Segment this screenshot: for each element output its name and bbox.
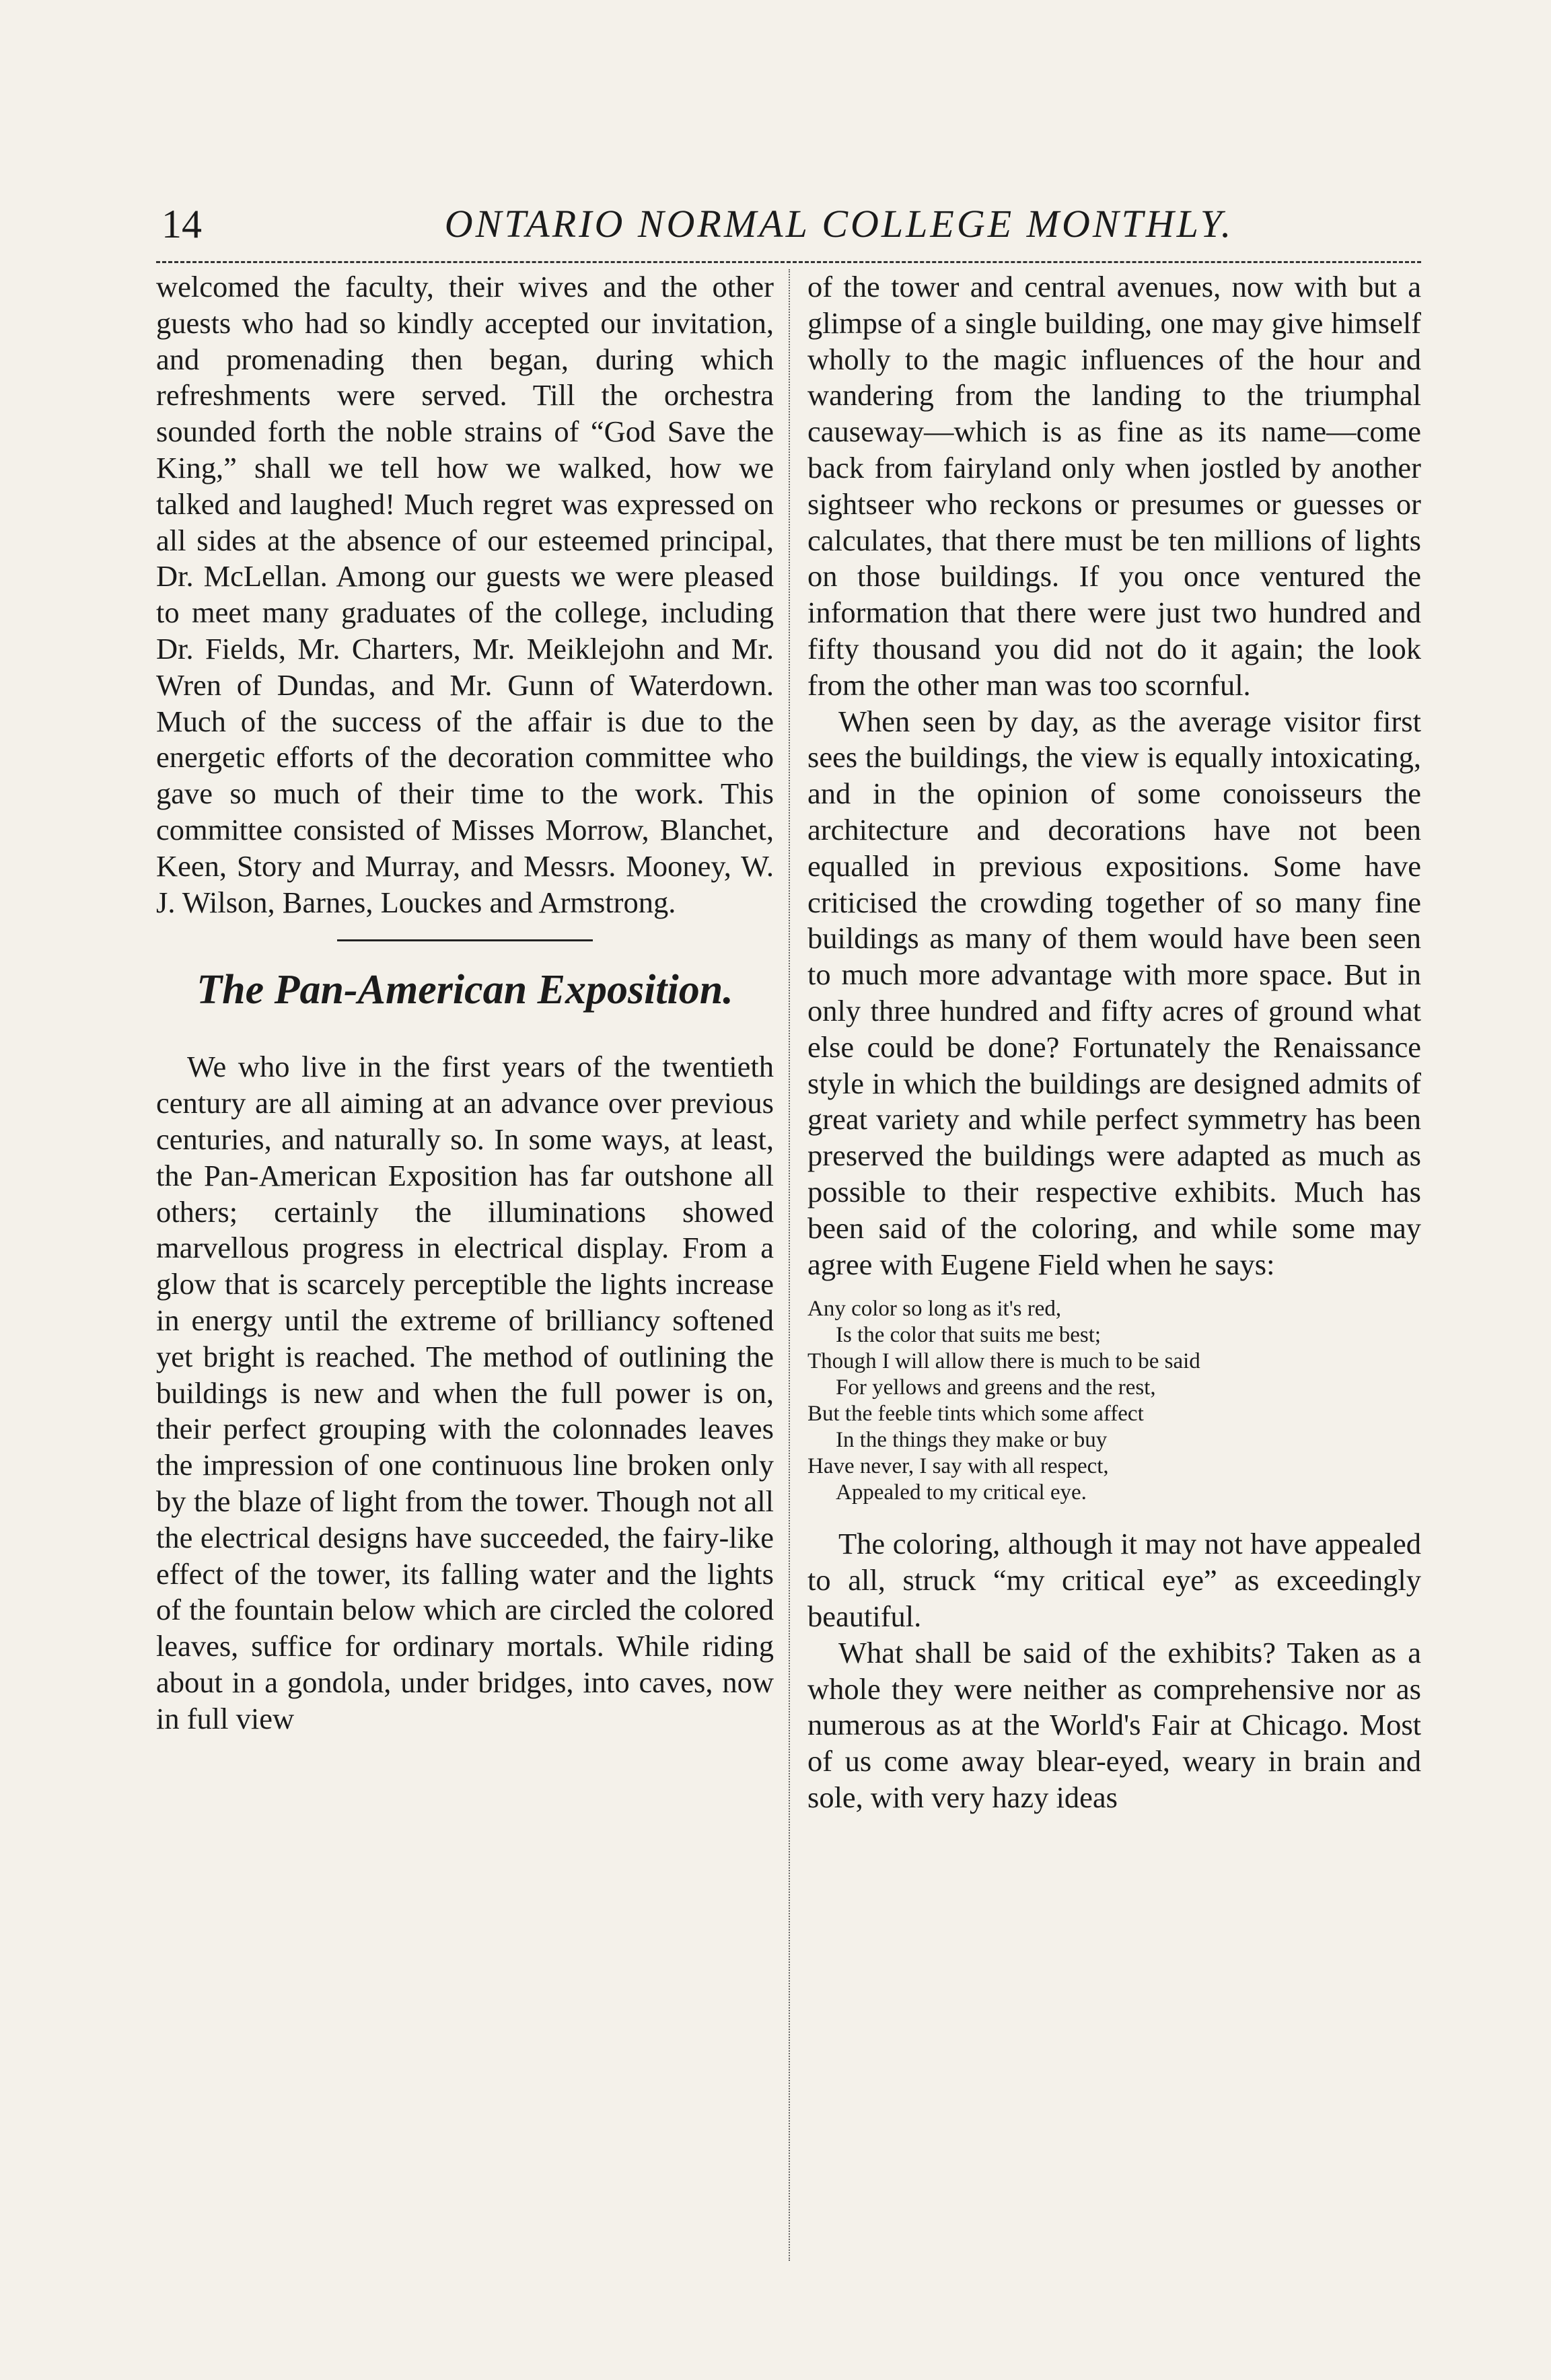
continued-paragraph-left: welcomed the faculty, their wives and the other guests who had so kindly accepted our invitation, and promenading then began, during which refreshments were served. Till the orchestra sounded forth the noble strains of “God Save the King,” shall we tell how we walked, how we talked and laughed! Much regret was expressed on all sides at the absence of our esteemed principal, Dr. McLellan. Among our guests we were pleased to meet many graduates of the college, including Dr. Fields, Mr. Charters, Mr. Meiklejohn and Mr. Wren of Dundas, and Mr. Gunn of Waterdown. Much of the success of the affair is due to the energetic efforts of the decoration committee who gave so much of their time to the work. This committee consisted of Misses Morrow, Blanchet, Keen, Story and Murray, and Messrs. Mooney, W. J. Wilson, Barnes, Louckes and Armstrong. bbox=[156, 270, 774, 919]
article-title: The Pan-American Exposition. bbox=[196, 967, 733, 1013]
article-paragraph: When seen by day, as the average visitor first sees the buildings, the view is equally intoxicating, and in the opinion of some conoisseurs the architecture and decorations have not been equalled in previous expositions. Some have criticised the crowding together of so many fine buildings as many of them would have been seen to much more advantage with more space. But in only three hundred and fifty acres of ground what else could be done? Fortunately the Renaissance style in which the buildings are designed admits of great variety and while perfect symmetry has been preserved the buildings were adapted as much as possible to their respective exhibits. Much has been said of the coloring, and while some may agree with Eugene Field when he says: bbox=[807, 704, 1421, 1281]
journal-title: ONTARIO NORMAL COLLEGE MONTHLY. bbox=[444, 202, 1234, 246]
running-header bbox=[156, 188, 1421, 249]
poem-line: Have never, I say with all respect, bbox=[807, 1454, 1109, 1479]
poem-line: But the feeble tints which some affect bbox=[807, 1402, 1144, 1427]
poem-line: In the things they make or buy bbox=[836, 1428, 1108, 1453]
column-divider bbox=[789, 269, 790, 2261]
article-paragraph: We who live in the first years of the twentieth century are all aiming at an advance over previous centuries, and naturally so. In some ways, at least, the Pan-American Exposition has far outshone all others; certainly the illuminations showed marvellous progress in electrical display. From a glow that is scarcely perceptible the lights increase in energy until the extreme of brilliancy softened yet bright is reached. The method of outlining the buildings is new and when the full power is on, their perfect grouping with the colonnades leaves the impression of one continuous line broken only by the blaze of light from the tower. Though not all the electrical designs have succeeded, the fairy-like effect of the tower, its falling water and the lights of the fountain below which are circled the colored leaves, suffice for ordinary mortals. While riding about in a gondola, under bridges, into caves, now in full view bbox=[156, 1050, 774, 1735]
poem-line: Any color so long as it's red, bbox=[807, 1297, 1062, 1322]
section-divider-rule bbox=[337, 939, 593, 941]
right-column bbox=[807, 269, 1421, 1816]
left-column bbox=[156, 269, 774, 1737]
poem-line: Appealed to my critical eye. bbox=[836, 1480, 1087, 1505]
poem-line: Though I will allow there is much to be said bbox=[807, 1349, 1200, 1374]
page-number: 14 bbox=[161, 202, 202, 246]
article-paragraph: The coloring, although it may not have appealed to all, struck “my critical eye” as exceedingly beautiful. bbox=[807, 1527, 1421, 1633]
header-rule bbox=[156, 261, 1421, 263]
poem-line: Is the color that suits me best; bbox=[836, 1323, 1102, 1348]
magazine-page bbox=[156, 188, 1421, 2301]
poem-line: For yellows and greens and the rest, bbox=[836, 1375, 1156, 1400]
continued-paragraph-right: of the tower and central avenues, now with but a glimpse of a single building, one may give himself wholly to the magic influences of the hour and wandering from the landing to the triumphal causeway—which is as fine as its name—come back from fairyland only when jostled by another sightseer who reckons or presumes or guesses or calculates, that there must be ten millions of lights on those buildings. If you once ventured the information that there were just two hundred and fifty thousand you did not do it again; the look from the other man was too scornful. bbox=[807, 270, 1421, 702]
poem-quotation bbox=[807, 1296, 1421, 1506]
article-paragraph: What shall be said of the exhibits? Taken as a whole they were neither as comprehensive nor as numerous as at the World's Fair at Chicago. Most of us come away blear-eyed, weary in brain and sole, with very hazy ideas bbox=[807, 1635, 1421, 1814]
